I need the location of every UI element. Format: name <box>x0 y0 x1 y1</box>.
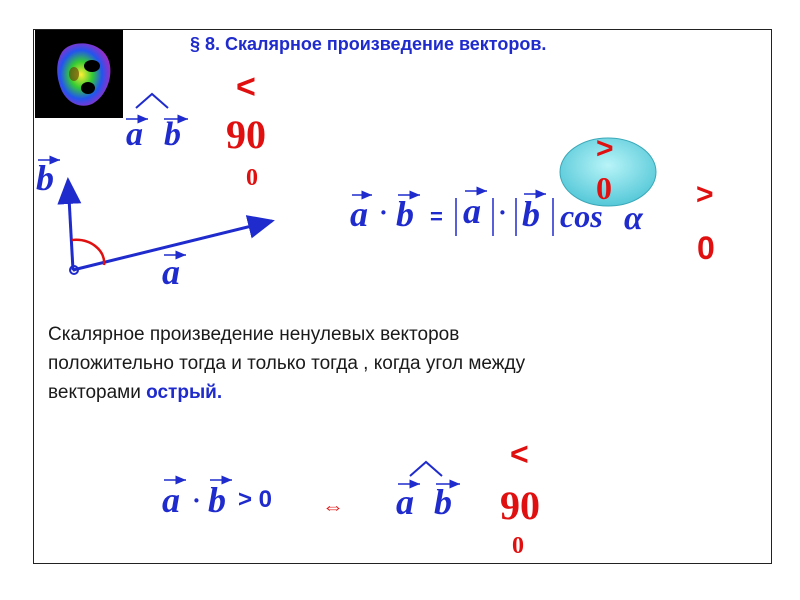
formula-b: b <box>396 194 414 234</box>
bottom-dot: · <box>193 486 200 515</box>
bottom-angle-degree: 0 <box>512 533 524 559</box>
formula-a: a <box>350 194 368 234</box>
angle-top-label-a: a <box>126 116 143 153</box>
bottom-angle-a: a <box>396 482 414 522</box>
diagram-label-a: a <box>162 252 180 292</box>
statement-line-3: векторами острый. <box>48 382 223 403</box>
right-gt: > <box>696 178 714 211</box>
statement-line-2: положительно тогда и только тогда , когда угол между <box>48 353 526 374</box>
bottom-lt: < <box>510 436 529 472</box>
bottom-gt-zero: > 0 <box>238 486 273 513</box>
angle-top-degree: 0 <box>246 165 258 191</box>
statement-line-1: Скалярное произведение ненулевых векторов <box>48 324 460 345</box>
statement-emphasis: острый. <box>146 382 223 403</box>
angle-top-lt: < <box>236 68 256 106</box>
angle-caret-bottom <box>410 462 442 476</box>
formula-eq: = <box>430 204 443 229</box>
formula-abs-b: b <box>522 194 540 234</box>
angle-top-label-b: b <box>164 116 181 153</box>
page-title: § 8. Скалярное произведение векторов. <box>190 34 547 54</box>
formula-dot: · <box>380 198 387 227</box>
oval-zero: 0 <box>596 170 612 206</box>
angle-top-value: 90 <box>226 112 266 157</box>
iff-icon: ⇔ <box>322 494 344 519</box>
vector-b-arrow <box>68 180 73 270</box>
statement-paragraph <box>48 320 748 407</box>
angle-arc <box>72 240 104 265</box>
oval-gt: > <box>596 132 614 165</box>
diagram-label-b: b <box>36 158 54 198</box>
formula-dot-2: · <box>499 198 506 227</box>
right-zero: 0 <box>697 230 715 266</box>
bottom-a: a <box>162 480 180 520</box>
formula-alpha: α <box>624 200 643 237</box>
bottom-angle-b: b <box>434 482 452 522</box>
formula-cos: cos <box>560 198 603 234</box>
bottom-b: b <box>208 480 226 520</box>
formula-abs-a: a <box>463 191 481 231</box>
logo-icon <box>35 30 123 118</box>
angle-caret-top <box>136 94 168 108</box>
bottom-angle-value: 90 <box>500 483 540 528</box>
